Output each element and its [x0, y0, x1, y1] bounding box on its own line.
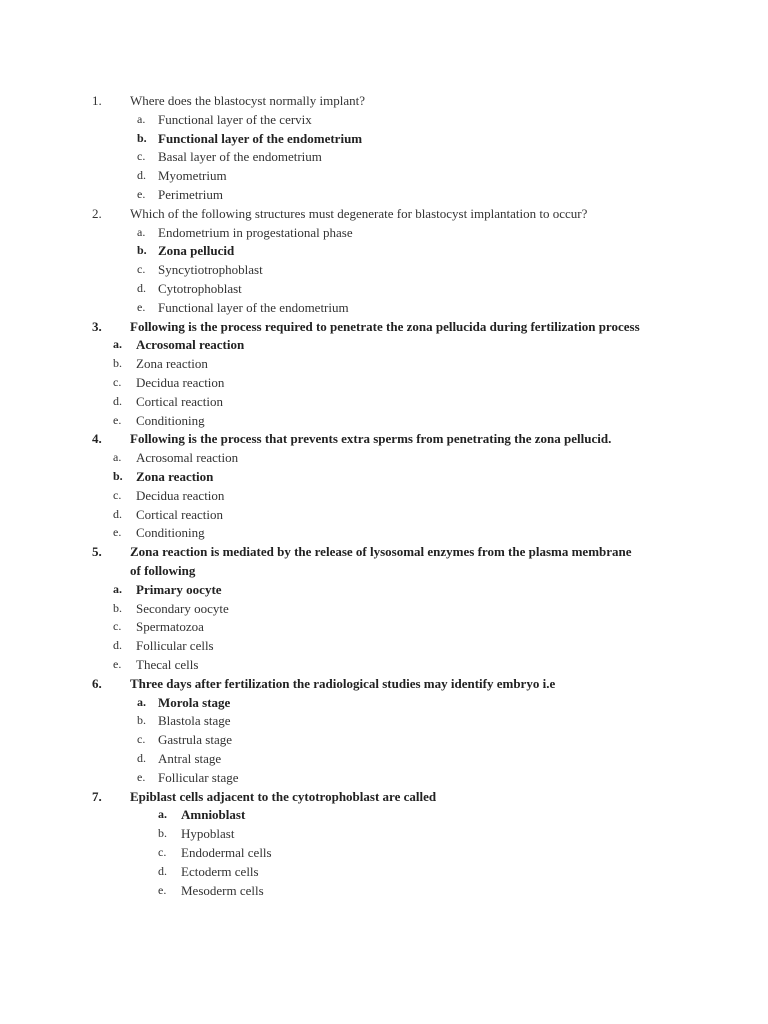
question-3: [0, 317, 768, 336]
option-text: Thecal cells: [136, 657, 199, 672]
option-2-a: [0, 223, 768, 242]
option-4-c: [0, 486, 768, 505]
option-letter: e.: [137, 187, 146, 201]
question-text: Where does the blastocyst normally implant?: [130, 93, 366, 108]
option-letter: b.: [158, 826, 167, 841]
question-1: [0, 91, 768, 110]
option-6-b: [0, 711, 768, 730]
option-letter: a.: [113, 337, 122, 352]
option-letter: c.: [137, 262, 146, 277]
option-2-d: [0, 279, 768, 298]
option-5-e: [0, 655, 768, 674]
option-letter: a.: [113, 450, 122, 465]
option-text: Follicular cells: [136, 638, 214, 654]
option-5-d: [0, 636, 768, 655]
option-text: Zona pellucid: [158, 243, 235, 259]
option-6-a: [0, 693, 768, 712]
question-number: 5.: [92, 544, 102, 560]
option-letter: d.: [137, 168, 146, 183]
option-4-e: [0, 523, 768, 542]
option-text: Hypoblast: [181, 826, 235, 842]
option-letter: e.: [113, 525, 122, 540]
option-text: Syncytiotrophoblast: [158, 262, 263, 278]
option-6-e: [0, 768, 768, 787]
question-6: [0, 674, 768, 693]
question-text: Following is the process that prevents extra sperms from penetrating the zona pellucid.: [130, 431, 612, 447]
option-letter: d.: [113, 638, 122, 653]
question-2: [0, 204, 768, 223]
option-3-c: [0, 373, 768, 392]
option-letter: a.: [137, 694, 146, 709]
option-1-d: [0, 166, 768, 185]
option-text: Functional layer of the endometrium: [158, 299, 349, 315]
option-text: Cytotrophoblast: [158, 281, 242, 296]
option-3-d: [0, 392, 768, 411]
option-letter: b.: [113, 600, 122, 615]
option-letter: a.: [113, 581, 122, 596]
option-letter: b.: [113, 356, 122, 371]
option-text: Acrosomal reaction: [136, 337, 245, 353]
question-number: 3.: [92, 318, 102, 334]
option-text: Conditioning: [136, 412, 205, 428]
option-text: Functional layer of the endometrium: [158, 130, 363, 146]
option-text: Blastola stage: [158, 713, 231, 729]
option-letter: b.: [137, 243, 147, 258]
option-text: Antral stage: [158, 751, 222, 766]
question-5: [0, 542, 768, 561]
option-letter: e.: [137, 299, 146, 314]
option-text: Basal layer of the endometrium: [158, 149, 322, 165]
option-4-a: [0, 448, 768, 467]
option-letter: d.: [113, 506, 122, 521]
option-4-b: [0, 467, 768, 486]
option-text: Primary oocyte: [136, 581, 222, 597]
option-text: Zona reaction: [136, 469, 214, 484]
option-1-a: [0, 110, 768, 129]
option-letter: a.: [137, 224, 146, 239]
option-letter: b.: [137, 713, 146, 728]
option-letter: c.: [158, 845, 167, 859]
option-letter: b.: [137, 130, 147, 145]
option-letter: b.: [113, 469, 123, 483]
option-3-a: [0, 335, 768, 354]
option-text: Amnioblast: [181, 807, 246, 823]
option-text: Morola stage: [158, 694, 231, 710]
option-text: Cortical reaction: [136, 393, 223, 409]
question-number: 2.: [92, 205, 102, 221]
option-6-d: [0, 749, 768, 768]
option-letter: c.: [113, 375, 122, 389]
question-4: [0, 429, 768, 448]
option-letter: c.: [137, 732, 146, 747]
option-letter: c.: [113, 619, 122, 634]
option-5-b: [0, 599, 768, 618]
question-text: Epiblast cells adjacent to the cytotrophoblast are called: [130, 788, 437, 804]
option-7-d: [0, 862, 768, 881]
option-text: Follicular stage: [158, 769, 239, 785]
option-7-e: [0, 881, 768, 900]
option-2-e: [0, 298, 768, 317]
option-text: Secondary oocyte: [136, 600, 229, 616]
option-text: Functional layer of the cervix: [158, 111, 312, 127]
question-number: 4.: [92, 431, 102, 447]
question-7: [0, 787, 768, 806]
question-text: Following is the process required to penetrate the zona pellucida during fertilization process: [130, 318, 640, 334]
option-2-b: [0, 241, 768, 260]
option-text: Gastrula stage: [158, 732, 233, 748]
option-6-c: [0, 730, 768, 749]
option-1-c: [0, 147, 768, 166]
option-letter: e.: [158, 882, 167, 897]
option-letter: d.: [137, 751, 146, 765]
option-text: Endodermal cells: [181, 845, 272, 860]
option-3-b: [0, 354, 768, 373]
option-letter: d.: [113, 393, 122, 408]
option-1-e: [0, 185, 768, 204]
option-text: Cortical reaction: [136, 506, 223, 522]
option-text: Acrosomal reaction: [136, 450, 239, 466]
option-text: Spermatozoa: [136, 619, 204, 635]
question-5-continued: [0, 561, 768, 580]
option-text: Mesoderm cells: [181, 882, 264, 898]
option-letter: a.: [137, 111, 146, 126]
option-letter: d.: [158, 863, 167, 878]
option-1-b: [0, 129, 768, 148]
option-5-a: [0, 580, 768, 599]
option-letter: c.: [113, 487, 122, 502]
option-3-e: [0, 411, 768, 430]
option-text: Decidua reaction: [136, 375, 225, 390]
option-text: Decidua reaction: [136, 487, 225, 503]
option-7-a: [0, 805, 768, 824]
option-letter: a.: [158, 807, 167, 822]
option-letter: e.: [113, 657, 122, 671]
option-text: Ectoderm cells: [181, 863, 259, 879]
question-number: 6.: [92, 675, 102, 691]
option-text: Myometrium: [158, 168, 227, 184]
question-text-continued: of following: [130, 563, 196, 578]
option-letter: e.: [113, 412, 122, 427]
option-2-c: [0, 260, 768, 279]
option-letter: c.: [137, 149, 146, 164]
question-text: Zona reaction is mediated by the release of lysosomal enzymes from the plasma membrane: [130, 544, 632, 560]
option-text: Zona reaction: [136, 356, 208, 372]
option-7-c: [0, 843, 768, 862]
option-5-c: [0, 617, 768, 636]
question-text: Which of the following structures must degenerate for blastocyst implantation to occur?: [130, 205, 588, 221]
option-text: Endometrium in progestational phase: [158, 224, 353, 240]
option-letter: d.: [137, 281, 146, 295]
option-7-b: [0, 824, 768, 843]
question-number: 7.: [92, 788, 102, 804]
question-text: Three days after fertilization the radiological studies may identify embryo i.e: [130, 675, 556, 691]
question-number: 1.: [92, 93, 102, 108]
option-text: Perimetrium: [158, 187, 223, 202]
option-4-d: [0, 505, 768, 524]
option-letter: e.: [137, 769, 146, 784]
option-text: Conditioning: [136, 525, 205, 541]
